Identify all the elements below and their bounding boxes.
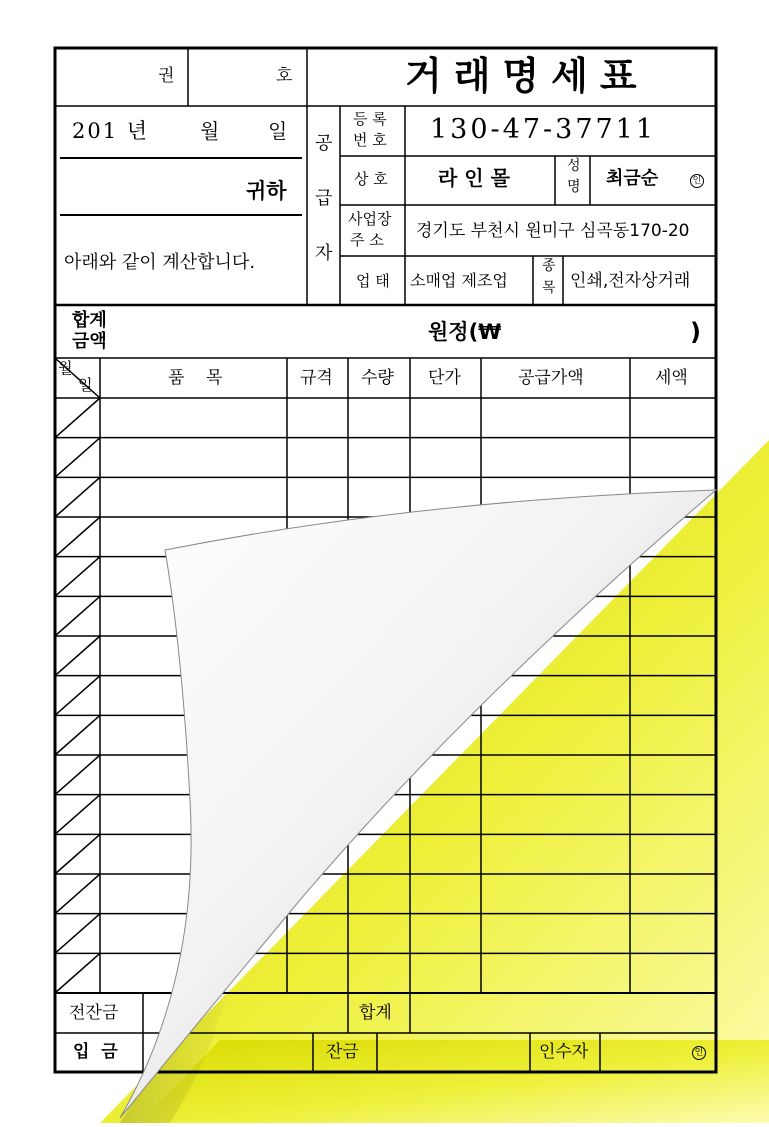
company-label: 상 호 [354,170,388,188]
reg-label-2: 번 호 [353,131,387,149]
number-label: 호 [276,66,293,86]
date-header-month: 월 [58,359,73,377]
date-cell-diagonal [55,834,100,874]
date-cell-diagonal [55,874,100,914]
date-cell-diagonal [55,715,100,755]
date-cell-diagonal [55,795,100,835]
owner-label-1: 성 [567,158,581,174]
header-spec: 규격 [300,368,333,388]
prev-balance-label: 전잔금 [69,1003,119,1023]
date-cell-diagonal [55,477,100,517]
header-tax: 세액 [655,368,688,388]
company-name: 라 인 몰 [438,166,510,190]
header-unit-price: 단가 [428,368,461,388]
header-qty: 수량 [361,368,394,388]
reg-label-1: 등 록 [353,110,387,128]
receiver-label: 인수자 [539,1042,589,1062]
total-currency: 원정(₩ [428,320,502,344]
date-cell-diagonal [55,398,100,438]
business-item-label-2: 목 [542,280,556,296]
business-item-label-1: 종 [542,258,556,274]
date-cell-diagonal [55,953,100,993]
date-year: 201 년 [72,119,150,143]
date-cell-diagonal [55,557,100,597]
date-cell-diagonal [55,676,100,716]
recipient-suffix: 귀하 [246,179,287,203]
deposit-label: 입 금 [73,1042,118,1062]
business-type-label: 업 태 [356,272,390,290]
date-month: 월 [200,119,220,143]
date-cell-diagonal [55,517,100,557]
date-cell-diagonal [55,914,100,954]
owner-name: 최금순 [606,168,659,189]
address-label-1: 사업장 [348,210,392,228]
reg-number: 130-47-37711 [430,114,657,145]
business-type-value: 소매업 제조업 [410,271,508,290]
business-item-value: 인쇄,전자상거래 [570,271,691,291]
owner-label-2: 명 [567,179,581,195]
date-header-day: 일 [78,376,93,394]
date-cell-diagonal [55,636,100,676]
balance-label: 잔금 [326,1042,359,1062]
statement-text: 아래와 같이 계산합니다. [64,252,256,273]
date-cell-diagonal [55,438,100,478]
owner-seal-mark: 인 [690,174,704,188]
address-value: 경기도 부천시 원미구 심곡동170-20 [416,221,690,241]
receiver-seal-mark: 인 [692,1046,706,1060]
date-cell-diagonal [55,755,100,795]
supplier-label-1: 공 [315,133,333,154]
header-item: 품 목 [168,368,223,388]
book-label: 권 [158,66,175,86]
date-cell-diagonal [55,596,100,636]
yellow-carbon-lower [140,1040,769,1123]
address-label-2: 주 소 [350,231,384,249]
total-label-2: 금액 [72,331,107,352]
header-supply-amount: 공급가액 [518,368,584,388]
total-label-1: 합계 [72,310,107,331]
date-day: 일 [268,119,288,143]
total-close-paren: ) [690,318,701,346]
sum-label: 합계 [359,1003,392,1023]
supplier-label-3: 자 [315,243,333,264]
form-title: 거래명세표 [405,54,649,98]
supplier-label-2: 급 [315,188,333,209]
